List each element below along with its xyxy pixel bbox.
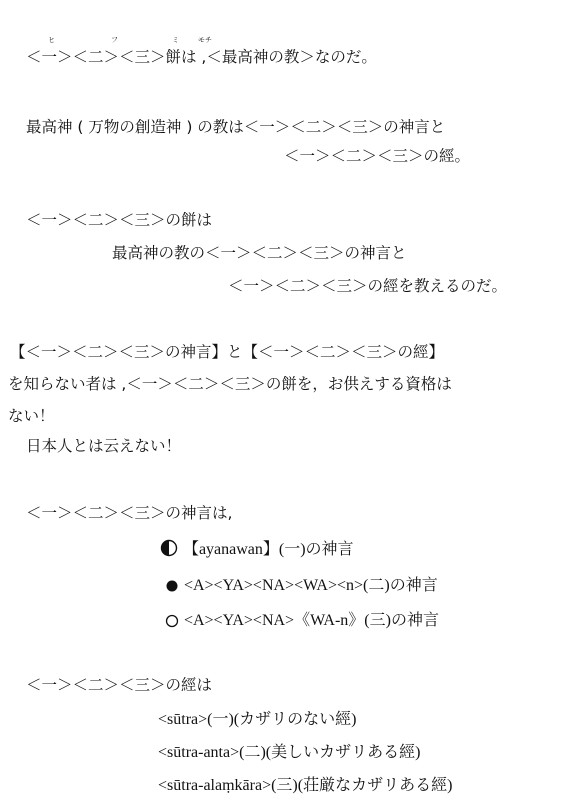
filled-circle-icon [165,578,179,598]
text-line-7: 【＜一＞＜二＞＜三＞の神言】と【＜一＞＜二＞＜三＞の經】 [10,343,445,361]
half-filled-circle-icon [160,539,178,562]
text-line-15: ＜一＞＜二＞＜三＞の經は [26,676,213,694]
text-line-6: ＜一＞＜二＞＜三＞の經を教えるのだ。 [228,277,508,295]
text-line-9: ない！ [8,407,55,425]
text-line-1: ＜一＞＜二＞＜三＞餅は ,＜最高神の教＞なのだ。 [26,48,377,66]
text-line-2: 最高神 ( 万物の創造神 ) の教は＜一＞＜二＞＜三＞の神言と [26,118,446,136]
ruby-mi: ミ [172,36,179,44]
text-line-5: 最高神の教の＜一＞＜二＞＜三＞の神言と [112,244,407,262]
text-line-18: <sūtra-alaṃkāra>(三)(荘厳なカザリある經) [158,777,453,794]
text-line-4: ＜一＞＜二＞＜三＞の餅は [26,211,213,229]
text-line-17: <sūtra-anta>(二)(美しいカザリある經) [158,744,421,761]
text-line-12: 【ayanawan】(一)の神言 [160,539,354,562]
ruby-hi: ヒ [48,36,55,44]
text-line-13: <A><YA><NA><WA><n>(二)の神言 [165,575,438,598]
text-line-8: を知らない者は ,＜一＞＜二＞＜三＞の餅を，お供えする資格は [8,375,452,393]
text-line-16: <sūtra>(一)(カザリのない經) [158,711,357,728]
text-line-11: ＜一＞＜二＞＜三＞の神言は, [26,504,233,522]
empty-circle-icon [165,613,179,633]
ruby-mochi: モチ [198,36,212,44]
text-line-14: <A><YA><NA>《WA-n》(三)の神言 [165,610,439,633]
ruby-fu: フ [111,36,118,44]
text-line-3: ＜一＞＜二＞＜三＞の經。 [284,147,471,165]
text-line-10: 日本人とは云えない！ [26,437,182,455]
